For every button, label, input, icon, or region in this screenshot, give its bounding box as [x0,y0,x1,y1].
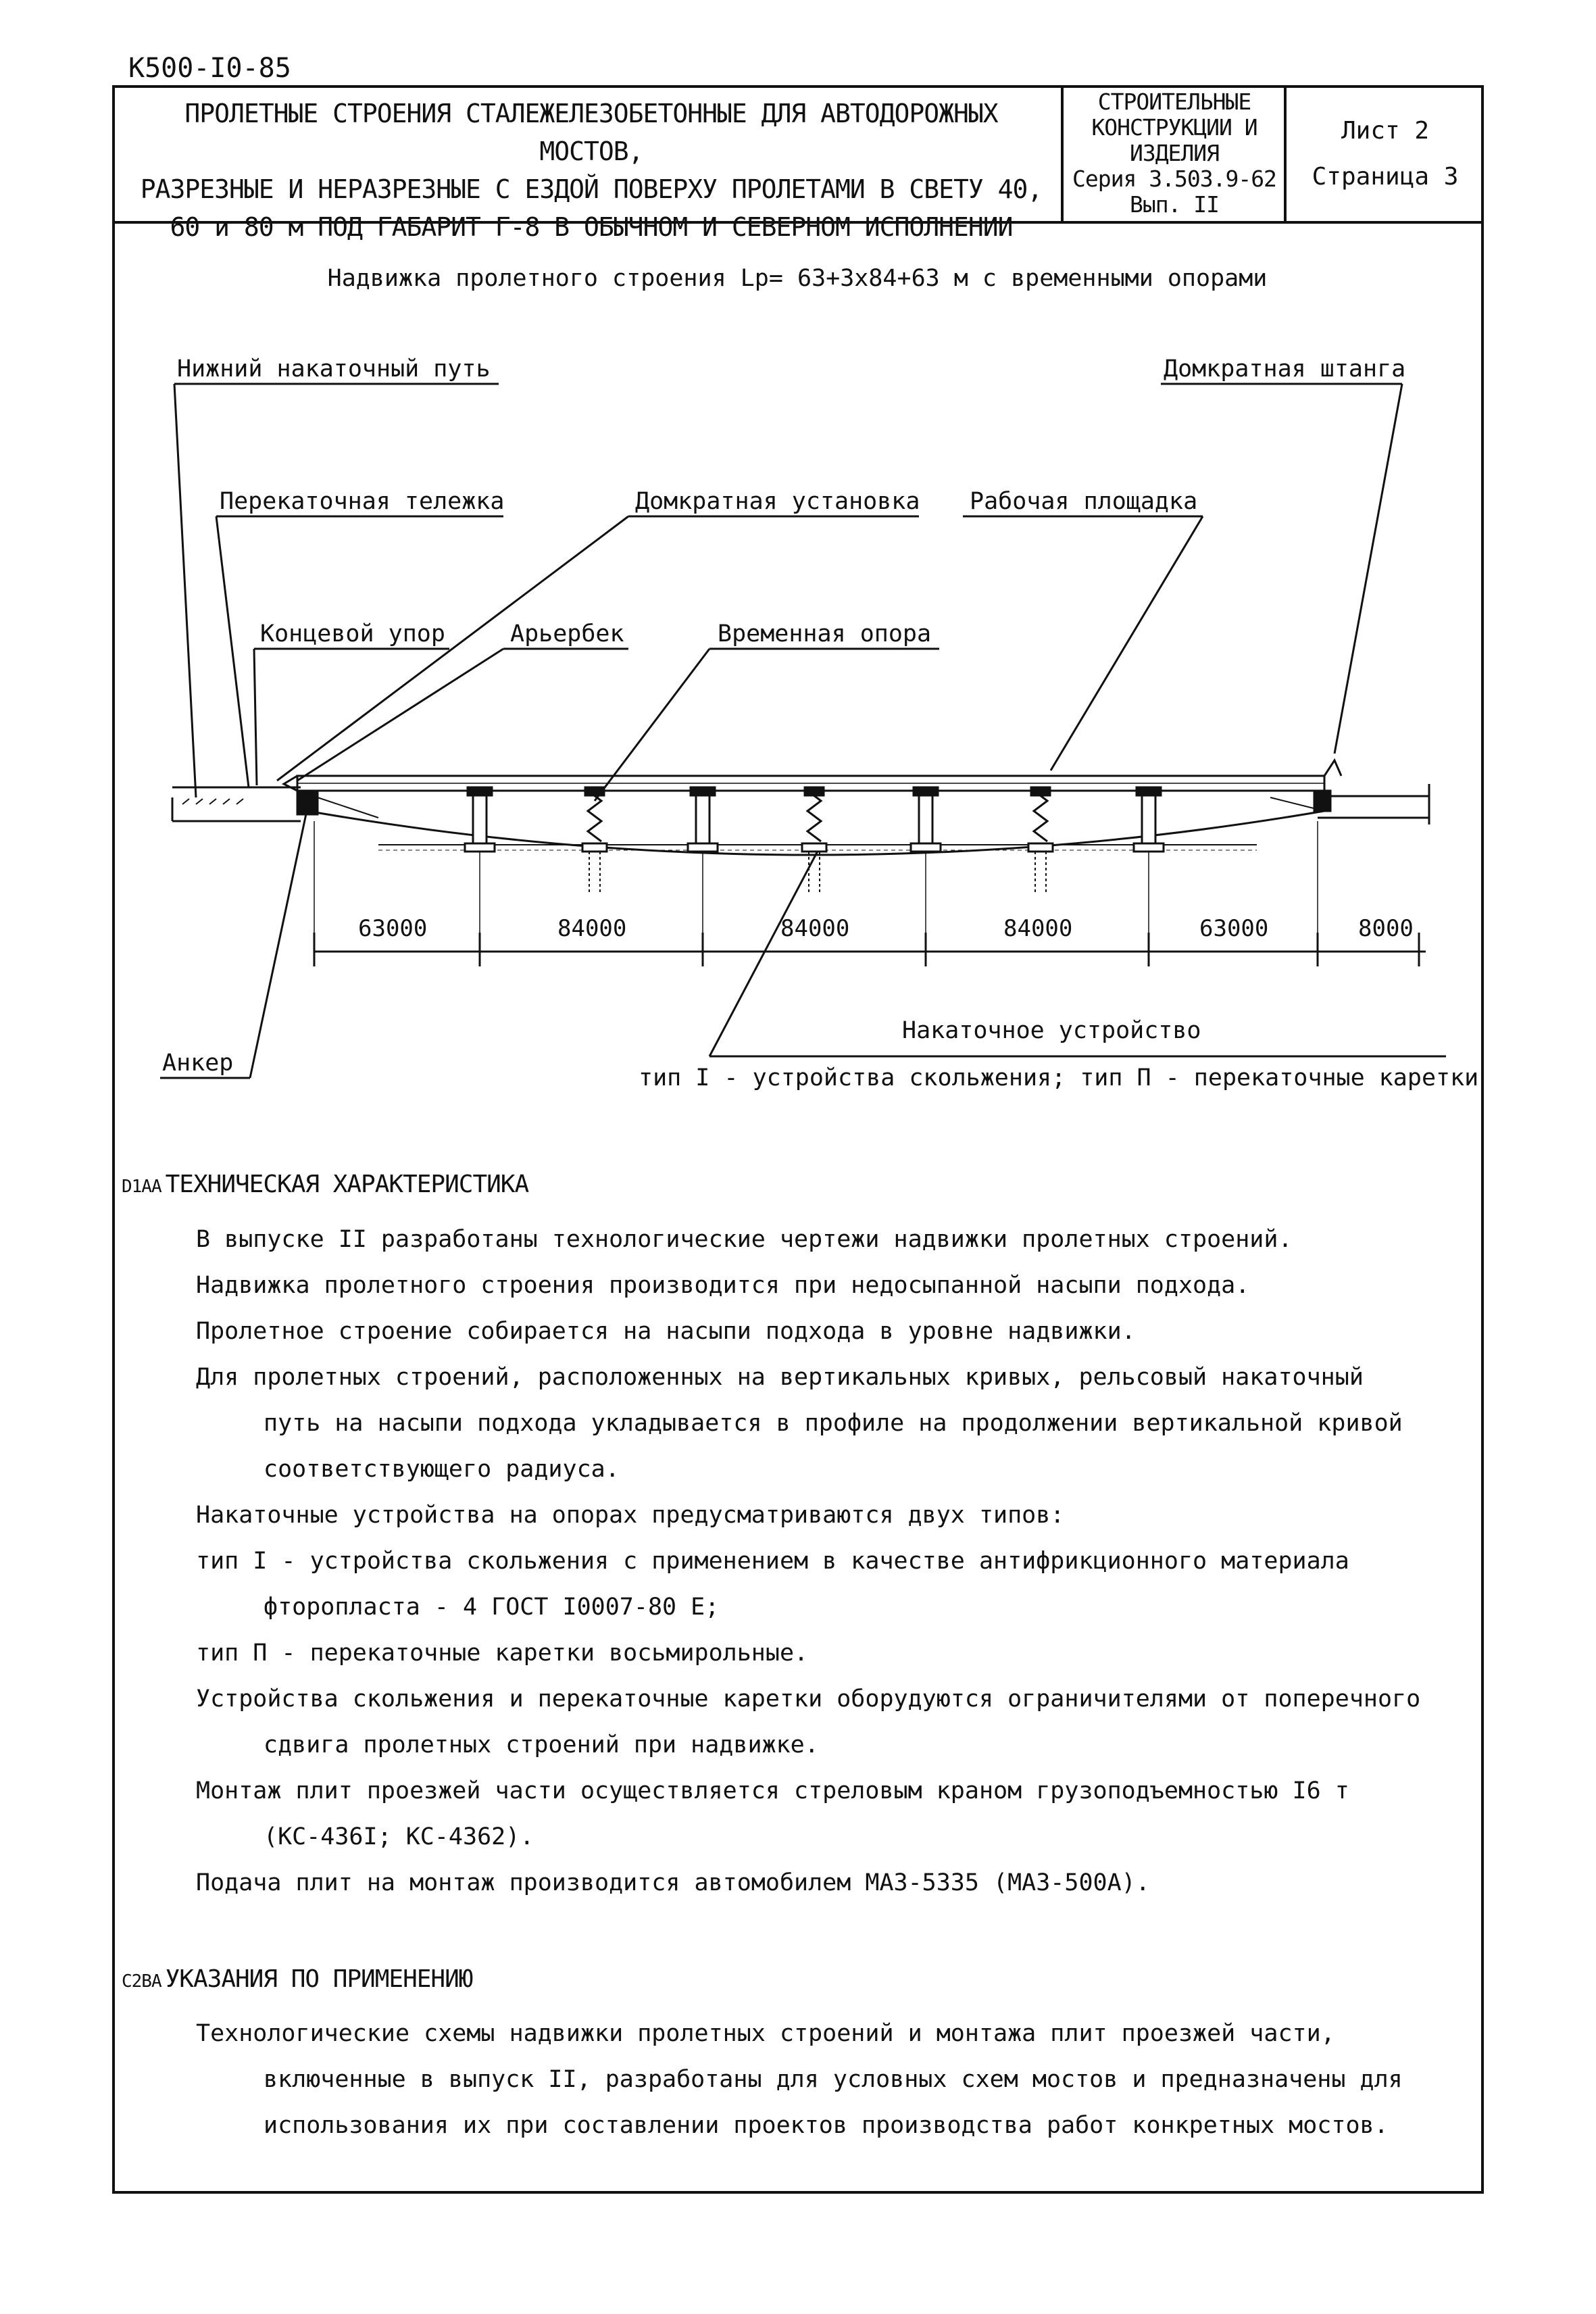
section-title-tech [122,1171,528,1198]
series-line: КОНСТРУКЦИИ И [1091,114,1257,141]
series-line: Вып. II [1129,191,1220,218]
sheet-number: Лист 2 [1341,117,1430,145]
label-jack-rod: Домкратная штанга [1164,355,1406,383]
title-line: РАЗРЕЗНЫЕ И НЕРАЗРЕЗНЫЕ С ЕЗДОЙ ПОВЕРХУ ПРОЛЕТАМИ В СВЕТУ 40, [140,174,1043,204]
span-dimension: 84000 [1003,915,1073,942]
document-code: К500-I0-85 [128,53,291,84]
temporary-support [1028,787,1053,852]
paragraph: Подача плит на монтаж производится автомобилем МАЗ-5335 (МАЗ-500А). [196,1869,1150,1896]
paragraph: Надвижка пролетного строения производится при недосыпанной насыпи подхода. [196,1272,1250,1299]
span-dimension: 84000 [780,915,850,942]
section-mark: C2BA [122,1971,161,1992]
temporary-support [582,787,607,852]
leader-line [216,516,249,787]
leader-line [254,649,257,785]
tech-text [196,1216,1426,1906]
span-dimension: 63000 [1199,915,1269,942]
drawing-title: Надвижка пролетного строения Lр= 63+3х84+63 м с временными опорами [327,265,1268,292]
series-line: Серия 3.503.9-62 [1072,166,1276,192]
title-line: 60 и 80 м ПОД ГАБАРИТ Г-8 В ОБЫЧНОМ И СЕВЕРНОМ ИСПОЛНЕНИИ [170,212,1013,242]
permanent-pier [911,787,941,852]
paragraph: В выпуске II разработаны технологические чертежи надвижки пролетных строений. [196,1226,1293,1253]
section-title-text: УКАЗАНИЯ ПО ПРИМЕНЕНИЮ [165,1965,473,1993]
paragraph: Устройства скольжения и перекаточные каретки оборудуются ограничителями от поперечного сдвига пролетных строений при надвижке. [196,1685,1421,1758]
label-nose: Арьербек [510,620,624,647]
temporary-support [802,787,826,852]
label-lower-track: Нижний накаточный путь [177,355,491,383]
span-dimension: 8000 [1358,915,1414,942]
paragraph: тип I - устройства скольжения с применением в качестве антифрикционного материала фторопласта - 4 ГОСТ I0007-80 Е; [196,1548,1349,1621]
span-dimension: 84000 [557,915,627,942]
bridge-launch-drawing [0,0,1596,1149]
label-anchor: Анкер [162,1050,234,1077]
paragraph: тип П - перекаточные каретки восьмирольные. [196,1640,809,1667]
leader-line [1335,384,1402,754]
label-jack-unit: Домкратная установка [635,488,920,515]
usage-text [196,2011,1426,2148]
permanent-pier [688,787,718,852]
leader-line [250,808,307,1078]
series-line: СТРОИТЕЛЬНЫЕ [1097,89,1251,115]
label-work-platform: Рабочая площадка [970,488,1198,515]
section-mark: D1AA [122,1177,161,1197]
series-line: ИЗДЕЛИЯ [1129,140,1220,166]
label-temporary-support: Временная опора [718,620,932,647]
section-title-usage [122,1965,472,1993]
permanent-pier [1134,787,1164,852]
span-dimension: 63000 [358,915,428,942]
label-end-stop: Концевой упор [260,620,445,647]
leader-line [297,649,503,781]
label-rolling-cart: Перекаточная тележка [220,488,505,515]
label-rolling-device: Накаточное устройство [902,1017,1201,1044]
leader-line [174,384,196,797]
paragraph: Для пролетных строений, расположенных на вертикальных кривых, рельсовый накаточный путь на насыпи подхода укладывается в профиле на продолжении вертикальной кривой соответствующего радиуса. [196,1364,1403,1483]
leader-line [1051,516,1203,770]
paragraph: Накаточные устройства на опорах предусматриваются двух типов: [196,1502,1065,1529]
label-rolling-types: тип I - устройства скольжения; тип П - перекаточные каретки [639,1064,1479,1091]
section-title-text: ТЕХНИЧЕСКАЯ ХАРАКТЕРИСТИКА [165,1171,529,1198]
permanent-pier [465,787,495,852]
paragraph: Монтаж плит проезжей части осуществляется стреловым краном грузоподъемностью I6 т (КС-436I; КС-4362). [196,1777,1349,1850]
title-line: ПРОЛЕТНЫЕ СТРОЕНИЯ СТАЛЕЖЕЛЕЗОБЕТОННЫЕ ДЛЯ АВТОДОРОЖНЫХ МОСТОВ, [184,99,998,166]
leader-line [595,649,709,801]
page-number: Страница 3 [1312,163,1459,191]
paragraph: Пролетное строение собирается на насыпи подхода в уровне надвижки. [196,1318,1136,1345]
paragraph: Технологические схемы надвижки пролетных строений и монтажа плит проезжей части, включенные в выпуск II, разработаны для условных схем мостов и предназначены для использования их при составлении проектов производства работ конкретных мостов. [196,2020,1403,2139]
